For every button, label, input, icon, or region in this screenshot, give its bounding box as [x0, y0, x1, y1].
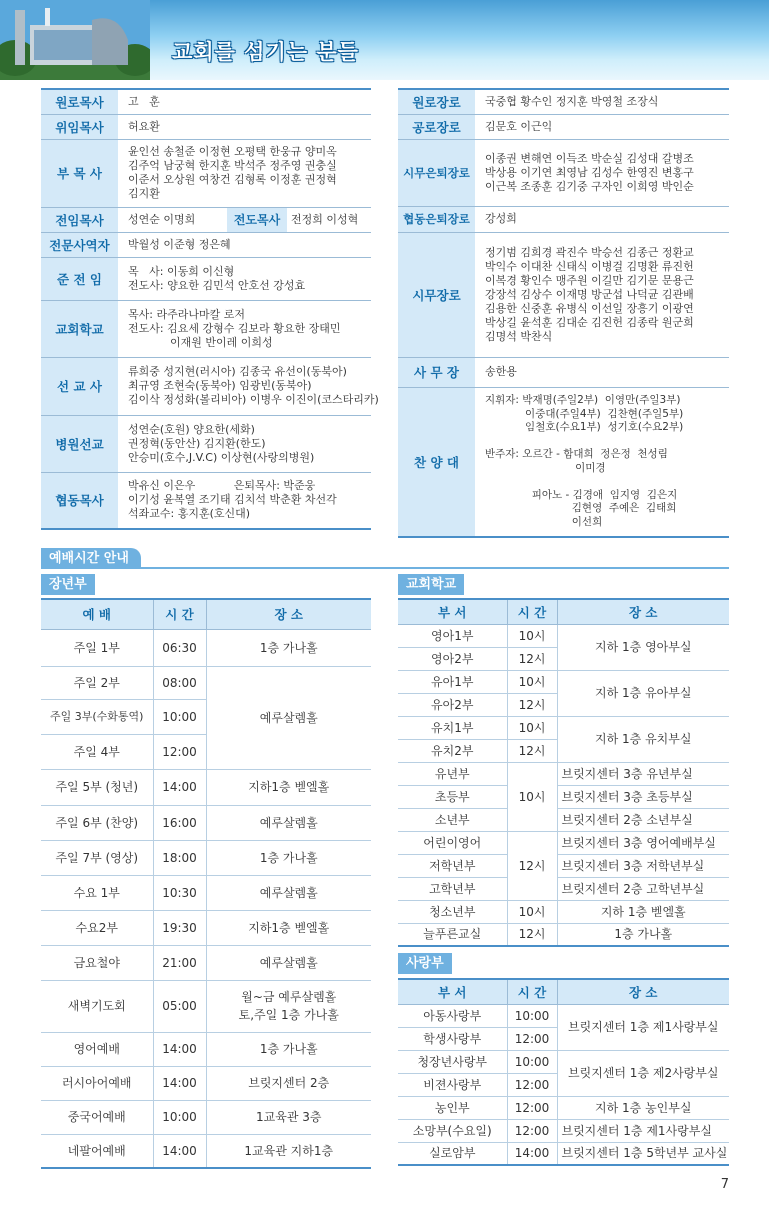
column-header: 시 간	[507, 979, 557, 1004]
service-time: 18:00	[153, 840, 206, 875]
page-number: 7	[720, 1177, 729, 1192]
table-row	[398, 716, 729, 739]
dept-name: 초등부	[398, 785, 507, 808]
service-time: 10:00	[153, 1100, 206, 1134]
staff-row	[41, 207, 371, 232]
service-place: 예루살렘홀	[206, 666, 371, 769]
table-row	[398, 877, 729, 900]
table-row	[398, 808, 729, 831]
service-place: 1층 가나홀	[206, 1032, 371, 1066]
staff-value: 성연순(호원) 양요한(세화) 권정혁(동안산) 김지환(한도) 안승미(호수,J.V.C) 이상현(사랑의병원)	[118, 415, 371, 472]
dept-time: 10시	[507, 670, 557, 693]
table-row	[398, 1050, 729, 1073]
column-header: 시 간	[507, 599, 557, 624]
table-row	[41, 875, 371, 910]
staff-label: 전임목사	[41, 207, 118, 232]
staff-row	[41, 300, 371, 357]
table-row	[398, 923, 729, 946]
table-row	[398, 1096, 729, 1119]
dept-time: 12:00	[507, 1096, 557, 1119]
staff-value: 지휘자: 박재명(주일2부) 이영만(주일3부) 이중대(주일4부) 김찬현(주일5부) 임철호(수요1부) 성기호(수요2부) 반주자: 오르간 - 함대희 정은정 천성림 이미경 피아노 - 김경애 임지영 김은지 김현영 주예은 김태희 이선희	[475, 387, 729, 537]
service-place: 월~금 예루살렘홀 토,주일 1층 가나홀	[206, 980, 371, 1032]
staff-value: 송한용	[475, 357, 729, 387]
staff-row	[41, 257, 371, 300]
dept-time: 10시	[507, 900, 557, 923]
dept-time: 12시	[507, 693, 557, 716]
dept-name: 비젼사랑부	[398, 1073, 507, 1096]
page-title: 교회를 섬기는 분들	[172, 40, 359, 64]
table-header-row	[398, 599, 729, 624]
adult-schedule-table	[41, 598, 371, 1169]
table-row	[398, 1142, 729, 1165]
staff-label: 부 목 사	[41, 139, 118, 207]
worship-schedule-heading: 예배시간 안내	[41, 548, 141, 569]
dept-place: 지하 1층 유아부실	[557, 670, 729, 716]
service-time: 08:00	[153, 666, 206, 699]
service-time: 14:00	[153, 769, 206, 805]
staff-label: 시무장로	[398, 232, 475, 357]
staff-row	[41, 114, 371, 139]
table-row	[41, 1100, 371, 1134]
staff-label: 협동은퇴장로	[398, 206, 475, 232]
staff-label: 병원선교	[41, 415, 118, 472]
service-place: 예루살렘홀	[206, 805, 371, 840]
service-name: 주일 4부	[41, 734, 153, 769]
table-row	[41, 769, 371, 805]
staff-row	[398, 232, 729, 357]
staff-label: 시무은퇴장로	[398, 139, 475, 206]
service-time: 05:00	[153, 980, 206, 1032]
column-header: 시 간	[153, 599, 206, 629]
service-name: 주일 5부 (청년)	[41, 769, 153, 805]
table-row	[41, 805, 371, 840]
staff-value: 류희중 성지현(러시아) 김종국 유선이(동북아) 최규영 조현숙(동북아) 임광빈(동북아) 김이삭 정성화(볼리비아) 이병우 이진이(코스타리카)	[118, 357, 371, 415]
service-name: 주일 6부 (찬양)	[41, 805, 153, 840]
section-divider	[41, 567, 729, 569]
staff-row	[41, 232, 371, 257]
staff-label: 찬 양 대	[398, 387, 475, 537]
dept-name: 어린이영어	[398, 831, 507, 854]
staff-label: 공로장로	[398, 114, 475, 139]
adult-section-tag: 장년부	[41, 574, 95, 595]
dept-time: 14:00	[507, 1142, 557, 1165]
dept-name: 고학년부	[398, 877, 507, 900]
dept-name: 저학년부	[398, 854, 507, 877]
dept-name: 청소년부	[398, 900, 507, 923]
service-name: 네팔어예배	[41, 1134, 153, 1168]
staff-value: 허요환	[118, 114, 371, 139]
dept-place: 브릿지센터 1층 제1사랑부실	[557, 1119, 729, 1142]
dept-place: 브릿지센터 3층 초등부실	[557, 785, 729, 808]
love-section-tag: 사랑부	[398, 953, 452, 974]
dept-name: 소망부(수요일)	[398, 1119, 507, 1142]
dept-place: 브릿지센터 1층 5학년부 교사실	[557, 1142, 729, 1165]
staff-value: 박유신 이은우 은퇴목사: 박준웅 이기성 윤복열 조기태 김치석 박춘환 차선각 석좌교수: 홍지훈(호신대)	[118, 472, 371, 529]
dept-name: 유년부	[398, 762, 507, 785]
service-place: 지하1층 벧엘홀	[206, 910, 371, 945]
dept-time: 12시	[507, 739, 557, 762]
dept-name: 농인부	[398, 1096, 507, 1119]
service-time: 14:00	[153, 1134, 206, 1168]
service-name: 영어예배	[41, 1032, 153, 1066]
header-banner	[0, 0, 769, 80]
staff-row	[41, 89, 371, 114]
table-row	[398, 854, 729, 877]
dept-name: 유아2부	[398, 693, 507, 716]
love-schedule-table	[398, 978, 729, 1166]
table-row	[398, 670, 729, 693]
column-header: 장 소	[557, 599, 729, 624]
dept-place: 브릿지센터 3층 영어예배부실	[557, 831, 729, 854]
school-schedule-table	[398, 598, 729, 947]
staff-label: 사 무 장	[398, 357, 475, 387]
column-header: 부 서	[398, 599, 507, 624]
staff-label: 선 교 사	[41, 357, 118, 415]
staff-label: 협동목사	[41, 472, 118, 529]
service-name: 중국어예배	[41, 1100, 153, 1134]
column-header: 예 배	[41, 599, 153, 629]
dept-time: 12시	[507, 831, 557, 900]
staff-row	[41, 139, 371, 207]
school-section-tag: 교회학교	[398, 574, 464, 595]
dept-time: 10:00	[507, 1050, 557, 1073]
service-name: 주일 7부 (영상)	[41, 840, 153, 875]
table-row	[398, 1004, 729, 1027]
staff-value: 목사: 라주라나마칼 로저 전도사: 김요세 강형수 김보라 황요한 장태민 이재원 반이레 이희성	[118, 300, 371, 357]
dept-name: 늘푸른교실	[398, 923, 507, 946]
dept-place: 브릿지센터 1층 제2사랑부실	[557, 1050, 729, 1096]
dept-place: 1층 가나홀	[557, 923, 729, 946]
column-header: 장 소	[557, 979, 729, 1004]
dept-name: 학생사랑부	[398, 1027, 507, 1050]
dept-name: 유치2부	[398, 739, 507, 762]
service-name: 주일 2부	[41, 666, 153, 699]
service-name: 러시아어예배	[41, 1066, 153, 1100]
table-row	[398, 900, 729, 923]
service-place: 예루살렘홀	[206, 945, 371, 980]
dept-time: 12시	[507, 923, 557, 946]
staff-value: 국중협 황수인 정지훈 박영철 조장식	[475, 89, 729, 114]
table-row	[41, 1134, 371, 1168]
service-name: 금요철야	[41, 945, 153, 980]
staff-row	[41, 415, 371, 472]
service-time: 10:30	[153, 875, 206, 910]
service-name: 수요2부	[41, 910, 153, 945]
service-place: 지하1층 벧엘홀	[206, 769, 371, 805]
table-row	[41, 629, 371, 666]
dept-time: 12:00	[507, 1119, 557, 1142]
dept-time: 10:00	[507, 1004, 557, 1027]
staff-value: 목 사: 이동희 이신형 전도사: 양요한 김민석 안호선 강성효	[118, 257, 371, 300]
dept-time: 10시	[507, 716, 557, 739]
dept-place: 브릿지센터 2층 소년부실	[557, 808, 729, 831]
dept-time: 12:00	[507, 1073, 557, 1096]
dept-name: 유치1부	[398, 716, 507, 739]
dept-place: 브릿지센터 3층 유년부실	[557, 762, 729, 785]
service-time: 21:00	[153, 945, 206, 980]
service-time: 14:00	[153, 1032, 206, 1066]
staff-value: 이종권 변해연 이득조 박순실 김성대 갈병조 박상용 이기연 최영남 김성수 한영진 변홍구 이근복 조종훈 김기중 구자인 이희영 박인순	[475, 139, 729, 206]
service-time: 16:00	[153, 805, 206, 840]
table-row	[398, 831, 729, 854]
service-place: 1층 가나홀	[206, 629, 371, 666]
staff-label: 원로목사	[41, 89, 118, 114]
staff-row	[398, 387, 729, 537]
service-time: 06:30	[153, 629, 206, 666]
service-place: 1교육관 지하1층	[206, 1134, 371, 1168]
dept-place: 브릿지센터 2층 고학년부실	[557, 877, 729, 900]
table-row	[398, 624, 729, 647]
dept-place: 지하 1층 영아부실	[557, 624, 729, 670]
dept-name: 유아1부	[398, 670, 507, 693]
dept-name: 실로암부	[398, 1142, 507, 1165]
column-header: 장 소	[206, 599, 371, 629]
staff-label: 위임목사	[41, 114, 118, 139]
dept-time: 10시	[507, 762, 557, 831]
staff-value: 윤인선 송철준 이정현 오평택 한웅규 양미옥 김주억 남궁혁 한지훈 박석주 정주영 권충실 이준서 오상원 여창건 김형록 이정훈 권정혁 김지환	[118, 139, 371, 207]
table-header-row	[41, 599, 371, 629]
staff-table-left	[41, 88, 379, 530]
service-place: 예루살렘홀	[206, 875, 371, 910]
table-row	[398, 762, 729, 785]
staff-table-right	[398, 88, 729, 538]
service-time: 12:00	[153, 734, 206, 769]
service-time: 14:00	[153, 1066, 206, 1100]
dept-name: 영아1부	[398, 624, 507, 647]
dept-place: 지하 1층 벧엘홀	[557, 900, 729, 923]
service-place: 브릿지센터 2층	[206, 1066, 371, 1100]
dept-time: 10시	[507, 624, 557, 647]
staff-value: 전정희 이성혁	[287, 207, 371, 232]
table-row	[398, 785, 729, 808]
staff-label: 전도목사	[227, 207, 287, 232]
staff-label: 준 전 임	[41, 257, 118, 300]
dept-name: 아동사랑부	[398, 1004, 507, 1027]
dept-time: 12시	[507, 647, 557, 670]
staff-row	[398, 139, 729, 206]
staff-value: 강성희	[475, 206, 729, 232]
dept-name: 영아2부	[398, 647, 507, 670]
staff-row	[41, 357, 371, 415]
table-row	[41, 980, 371, 1032]
staff-row	[398, 206, 729, 232]
staff-row	[398, 357, 729, 387]
service-name: 주일 3부(수화통역)	[41, 699, 153, 734]
service-place: 1교육관 3층	[206, 1100, 371, 1134]
table-row	[41, 840, 371, 875]
staff-value: 성연순 이명희	[118, 207, 227, 232]
service-name: 새벽기도회	[41, 980, 153, 1032]
staff-row	[398, 114, 729, 139]
staff-label: 전문사역자	[41, 232, 118, 257]
staff-value: 정기범 김희경 곽진수 박승선 김종근 정환교 박익수 이대찬 신태식 이병걸 김명환 류진헌 이복경 황인수 맹주원 이길만 김기문 문용근 강장석 김상수 이재명 방군섭 나덕균 김관배 김용한 신중훈 유병식 이선일 장흥기 이광연 박상길 윤석훈 김대순 김진헌 김종락 원군희 김명석 박찬식	[475, 232, 729, 357]
table-row	[41, 945, 371, 980]
staff-label: 교회학교	[41, 300, 118, 357]
service-name: 수요 1부	[41, 875, 153, 910]
service-name: 주일 1부	[41, 629, 153, 666]
dept-place: 브릿지센터 3층 저학년부실	[557, 854, 729, 877]
service-place: 1층 가나홀	[206, 840, 371, 875]
church-building-image	[0, 0, 150, 80]
table-header-row	[398, 979, 729, 1004]
dept-place: 지하 1층 유치부실	[557, 716, 729, 762]
column-header: 부 서	[398, 979, 507, 1004]
staff-value: 박월성 이준형 정은혜	[118, 232, 371, 257]
staff-label: 원로장로	[398, 89, 475, 114]
dept-time: 12:00	[507, 1027, 557, 1050]
dept-place: 지하 1층 농인부실	[557, 1096, 729, 1119]
staff-value: 김문호 이근익	[475, 114, 729, 139]
staff-value: 고 훈	[118, 89, 371, 114]
staff-row	[398, 89, 729, 114]
table-row	[41, 666, 371, 699]
dept-place: 브릿지센터 1층 제1사랑부실	[557, 1004, 729, 1050]
service-time: 10:00	[153, 699, 206, 734]
dept-name: 청장년사랑부	[398, 1050, 507, 1073]
table-row	[41, 910, 371, 945]
service-time: 19:30	[153, 910, 206, 945]
table-row	[41, 1066, 371, 1100]
staff-row	[41, 472, 371, 529]
table-row	[398, 1119, 729, 1142]
table-row	[41, 1032, 371, 1066]
dept-name: 소년부	[398, 808, 507, 831]
